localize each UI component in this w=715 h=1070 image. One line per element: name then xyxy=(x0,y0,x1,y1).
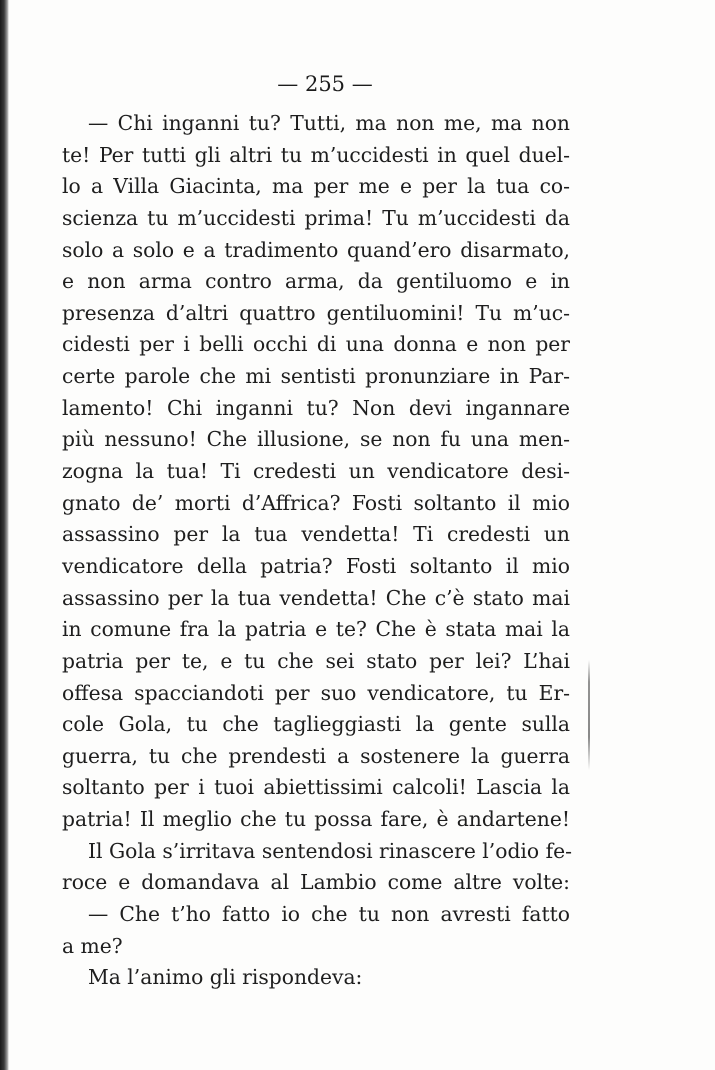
text-line: lamento! Chi inganni tu? Non devi ingannare xyxy=(62,395,570,420)
text-line: Ma l’animo gli rispondeva: xyxy=(88,965,363,990)
text-line: guerra, tu che prendesti a sostenere la guerra xyxy=(62,743,570,768)
text-line: soltanto per i tuoi abiettissimi calcoli! Lascia la xyxy=(62,775,570,800)
text-line: cole Gola, tu che taglieggiasti la gente sulla xyxy=(62,712,570,737)
text-line: — Che t’ho fatto io che tu non avresti fatto xyxy=(88,902,570,927)
text-line: offesa spacciandoti per suo vendicatore, tu Er- xyxy=(62,680,570,705)
page-number: — 255 — xyxy=(277,72,373,96)
text-line: patria per te, e tu che sei stato per lei? L’hai xyxy=(62,648,570,673)
text-line: presenza d’altri quattro gentiluomini! Tu m’uc- xyxy=(62,300,570,325)
text-line: scienza tu m’uccidesti prima! Tu m’uccidesti da xyxy=(62,205,570,230)
text-line: solo a solo e a tradimento quand’ero disarmato, xyxy=(62,237,570,262)
text-line: gnato de’ morti d’Affrica? Fosti soltanto il mio xyxy=(62,490,570,515)
text-line: cidesti per i belli occhi di una donna e non per xyxy=(62,332,570,357)
body-text xyxy=(62,108,570,994)
text-line: a me? xyxy=(62,933,123,958)
text-line: — Chi inganni tu? Tutti, ma non me, ma non xyxy=(88,111,570,135)
text-line: vendicatore della patria? Fosti soltanto il mio xyxy=(62,553,570,578)
text-line: e non arma contro arma, da gentiluomo e in xyxy=(62,269,570,294)
text-line: più nessuno! Che illusione, se non fu una men- xyxy=(62,427,570,452)
binding-edge xyxy=(0,0,9,1070)
text-line: roce e domandava al Lambio come altre volte: xyxy=(62,870,570,895)
text-line: certe parole che mi sentisti pronunziare in Par- xyxy=(62,364,570,389)
text-line: lo a Villa Giacinta, ma per me e per la tua co- xyxy=(62,174,570,199)
text-line: assassino per la tua vendetta! Che c’è stato mai xyxy=(62,585,570,610)
text-line: assassino per la tua vendetta! Ti credesti un xyxy=(62,522,570,547)
text-line: te! Per tutti gli altri tu m’uccidesti in quel duel- xyxy=(62,142,570,167)
margin-pencil-mark xyxy=(588,660,590,770)
text-line: patria! Il meglio che tu possa fare, è andartene! xyxy=(62,807,570,832)
text-line: in comune fra la patria e te? Che è stata mai la xyxy=(62,617,570,642)
text-line: zogna la tua! Ti credesti un vendicatore desi- xyxy=(62,459,570,484)
text-line: Il Gola s’irritava sentendosi rinascere l’odio fe- xyxy=(88,838,572,863)
